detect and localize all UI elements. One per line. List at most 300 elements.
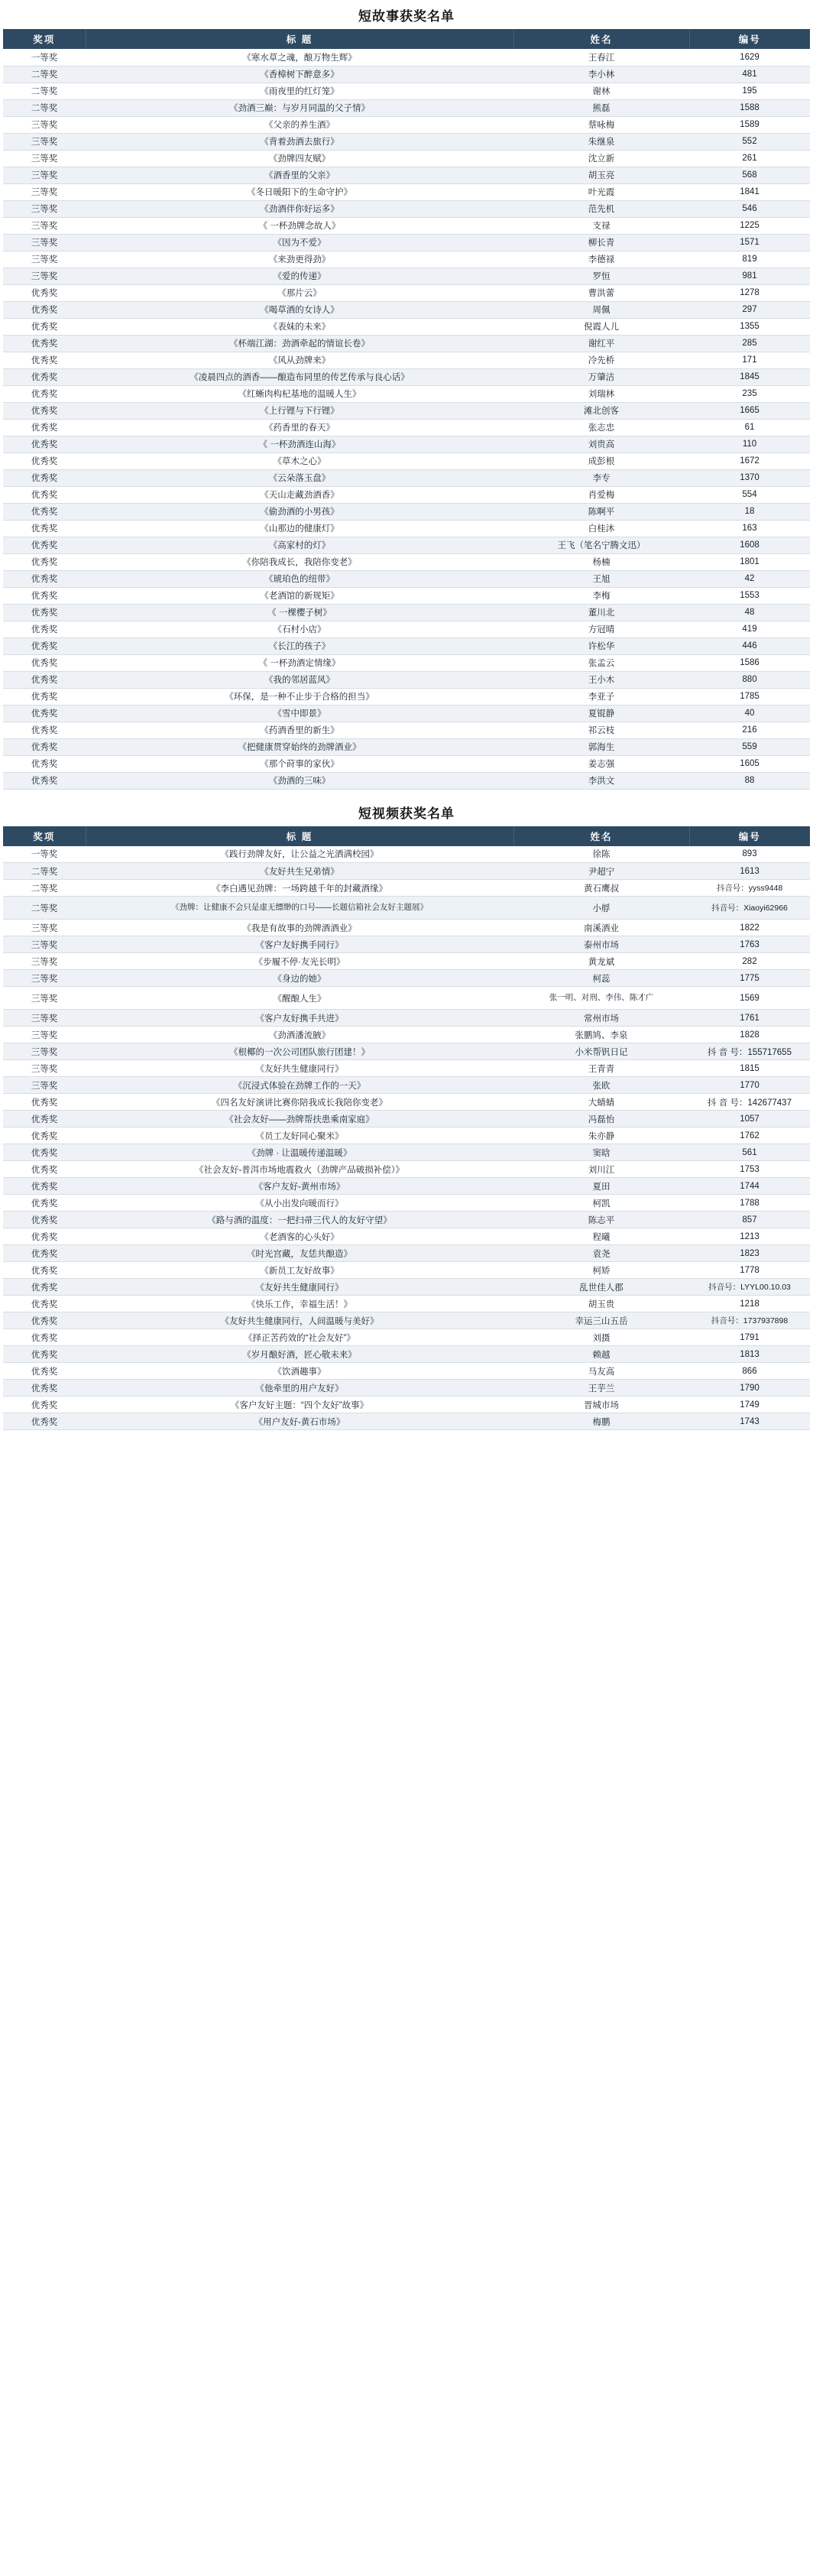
cell-number: 1588 bbox=[689, 99, 810, 116]
cell-name: 罗恒 bbox=[513, 268, 689, 284]
cell-award: 优秀奖 bbox=[3, 1094, 86, 1111]
cell-title: 《劲牌 · 让温暖传递温暖》 bbox=[86, 1144, 513, 1161]
table-row bbox=[3, 738, 810, 755]
cell-title: 《社会友好-普洱市场地震救火（劲牌产品破损补偿）》 bbox=[86, 1161, 513, 1178]
cell-name: 王芋兰 bbox=[513, 1380, 689, 1397]
cell-award: 三等奖 bbox=[3, 1077, 86, 1094]
cell-name: 夏锟静 bbox=[513, 705, 689, 722]
cell-number: 88 bbox=[689, 772, 810, 789]
cell-award: 三等奖 bbox=[3, 920, 86, 936]
cell-number: 282 bbox=[689, 953, 810, 970]
table-row bbox=[3, 1127, 810, 1144]
column-header-title: 标 题 bbox=[86, 826, 513, 846]
cell-name: 黄龙斌 bbox=[513, 953, 689, 970]
cell-award: 优秀奖 bbox=[3, 755, 86, 772]
cell-number: 1225 bbox=[689, 217, 810, 234]
cell-number: 819 bbox=[689, 251, 810, 268]
cell-award: 二等奖 bbox=[3, 863, 86, 880]
cell-number: 18 bbox=[689, 503, 810, 520]
cell-name: 泰州市场 bbox=[513, 936, 689, 953]
cell-award: 优秀奖 bbox=[3, 301, 86, 318]
cell-name: 陈啊平 bbox=[513, 503, 689, 520]
cell-number: 1775 bbox=[689, 970, 810, 987]
cell-award: 优秀奖 bbox=[3, 553, 86, 570]
cell-name: 张欧 bbox=[513, 1077, 689, 1094]
cell-number: 1370 bbox=[689, 469, 810, 486]
table-row bbox=[3, 1346, 810, 1363]
cell-number: 1571 bbox=[689, 234, 810, 251]
cell-title: 《风从劲牌来》 bbox=[86, 352, 513, 368]
cell-number: 1213 bbox=[689, 1228, 810, 1245]
cell-title: 《友好共生健康同行，人间温暖与美好》 bbox=[86, 1312, 513, 1329]
cell-title: 《山那边的健康灯》 bbox=[86, 520, 513, 537]
cell-award: 优秀奖 bbox=[3, 419, 86, 436]
column-header-number: 编号 bbox=[689, 29, 810, 49]
cell-award: 优秀奖 bbox=[3, 671, 86, 688]
table-row bbox=[3, 1212, 810, 1228]
cell-title: 《劲酒伴你好运多》 bbox=[86, 200, 513, 217]
cell-award: 三等奖 bbox=[3, 936, 86, 953]
section-short-story bbox=[0, 0, 813, 790]
cell-name: 夏田 bbox=[513, 1178, 689, 1195]
cell-title: 《红蜥肉构杞基地的温暖人生》 bbox=[86, 385, 513, 402]
cell-number: 235 bbox=[689, 385, 810, 402]
cell-award: 优秀奖 bbox=[3, 284, 86, 301]
cell-title: 《友好共生健康同行》 bbox=[86, 1060, 513, 1077]
cell-award: 优秀奖 bbox=[3, 1144, 86, 1161]
cell-number: 1057 bbox=[689, 1111, 810, 1127]
table-row bbox=[3, 1060, 810, 1077]
cell-award: 三等奖 bbox=[3, 987, 86, 1010]
cell-number: 419 bbox=[689, 621, 810, 638]
table-row bbox=[3, 1010, 810, 1027]
cell-number: 552 bbox=[689, 133, 810, 150]
cell-award: 优秀奖 bbox=[3, 1245, 86, 1262]
cell-award: 优秀奖 bbox=[3, 537, 86, 553]
cell-number: 1828 bbox=[689, 1027, 810, 1043]
cell-number: 抖音号：LYYL00.10.03 bbox=[689, 1279, 810, 1296]
cell-title: 《新员工友好故事》 bbox=[86, 1262, 513, 1279]
cell-title: 《他牵里的用户友好》 bbox=[86, 1380, 513, 1397]
cell-award: 三等奖 bbox=[3, 217, 86, 234]
cell-award: 二等奖 bbox=[3, 83, 86, 99]
cell-award: 优秀奖 bbox=[3, 1279, 86, 1296]
cell-title: 《高家村的灯》 bbox=[86, 537, 513, 553]
cell-number: 1608 bbox=[689, 537, 810, 553]
table-row bbox=[3, 1363, 810, 1380]
table-row bbox=[3, 200, 810, 217]
cell-name: 徐陈 bbox=[513, 846, 689, 863]
cell-name: 许松华 bbox=[513, 638, 689, 654]
cell-title: 《你陪我成长，我陪你变老》 bbox=[86, 553, 513, 570]
cell-name: 李专 bbox=[513, 469, 689, 486]
table-row bbox=[3, 150, 810, 167]
table-row bbox=[3, 1380, 810, 1397]
table-row bbox=[3, 1329, 810, 1346]
cell-name: 胡玉亮 bbox=[513, 167, 689, 183]
cell-number: 1785 bbox=[689, 688, 810, 705]
cell-number: 1823 bbox=[689, 1245, 810, 1262]
cell-award: 三等奖 bbox=[3, 183, 86, 200]
table-row bbox=[3, 604, 810, 621]
cell-name: 程曦 bbox=[513, 1228, 689, 1245]
cell-number: 1841 bbox=[689, 183, 810, 200]
cell-number: 1218 bbox=[689, 1296, 810, 1312]
cell-title: 《身边的她》 bbox=[86, 970, 513, 987]
table-row bbox=[3, 1397, 810, 1413]
table-short-video bbox=[3, 826, 810, 1431]
cell-title: 《背着劲酒去旅行》 bbox=[86, 133, 513, 150]
cell-name: 李梅 bbox=[513, 587, 689, 604]
cell-number: 1791 bbox=[689, 1329, 810, 1346]
column-header-award: 奖项 bbox=[3, 29, 86, 49]
cell-name: 刘摄 bbox=[513, 1329, 689, 1346]
table-row bbox=[3, 846, 810, 863]
table-row bbox=[3, 1195, 810, 1212]
cell-number: 抖音号：1737937898 bbox=[689, 1312, 810, 1329]
cell-award: 优秀奖 bbox=[3, 453, 86, 469]
cell-award: 优秀奖 bbox=[3, 1178, 86, 1195]
cell-name: 周佩 bbox=[513, 301, 689, 318]
table-row bbox=[3, 638, 810, 654]
cell-title: 《杯端江湖：劲酒牵起的情谊长卷》 bbox=[86, 335, 513, 352]
cell-award: 优秀奖 bbox=[3, 604, 86, 621]
cell-name: 熊磊 bbox=[513, 99, 689, 116]
cell-name: 张一明、对刑、李伟、陈才广 bbox=[513, 987, 689, 1010]
cell-award: 三等奖 bbox=[3, 1010, 86, 1027]
cell-number: 抖 音 号：142677437 bbox=[689, 1094, 810, 1111]
table-row bbox=[3, 553, 810, 570]
table-row bbox=[3, 621, 810, 638]
cell-name: 梅鹏 bbox=[513, 1413, 689, 1430]
table-row bbox=[3, 880, 810, 897]
cell-name: 肖爱梅 bbox=[513, 486, 689, 503]
cell-award: 优秀奖 bbox=[3, 368, 86, 385]
cell-award: 三等奖 bbox=[3, 251, 86, 268]
cell-name: 朱亦静 bbox=[513, 1127, 689, 1144]
cell-name: 王青青 bbox=[513, 1060, 689, 1077]
cell-number: 1763 bbox=[689, 936, 810, 953]
cell-award: 优秀奖 bbox=[3, 1380, 86, 1397]
cell-title: 《老酒客的心头好》 bbox=[86, 1228, 513, 1245]
cell-number: 1672 bbox=[689, 453, 810, 469]
cell-award: 三等奖 bbox=[3, 150, 86, 167]
cell-title: 《沉浸式体验在劲牌工作的一天》 bbox=[86, 1077, 513, 1094]
cell-title: 《凌晨四点的酒香——酿造布同里的传艺传承与良心话》 bbox=[86, 368, 513, 385]
cell-number: 42 bbox=[689, 570, 810, 587]
cell-title: 《喝草酒的女诗人》 bbox=[86, 301, 513, 318]
cell-title: 《步履不停·友光长明》 bbox=[86, 953, 513, 970]
section-divider bbox=[0, 790, 813, 797]
cell-number: 857 bbox=[689, 1212, 810, 1228]
cell-award: 三等奖 bbox=[3, 953, 86, 970]
cell-title: 《云朵落玉盘》 bbox=[86, 469, 513, 486]
cell-name: 王飞（笔名宁腾文迅） bbox=[513, 537, 689, 553]
cell-title: 《因为不爱》 bbox=[86, 234, 513, 251]
cell-title: 《客户友好携手同行》 bbox=[86, 936, 513, 953]
cell-award: 一等奖 bbox=[3, 49, 86, 66]
cell-number: 1761 bbox=[689, 1010, 810, 1027]
cell-award: 优秀奖 bbox=[3, 638, 86, 654]
cell-number: 1586 bbox=[689, 654, 810, 671]
table-row bbox=[3, 520, 810, 537]
cell-name: 马友高 bbox=[513, 1363, 689, 1380]
cell-name: 乱世佳人郡 bbox=[513, 1279, 689, 1296]
cell-title: 《友好共生健康同行》 bbox=[86, 1279, 513, 1296]
cell-title: 《上行锂与下行锂》 bbox=[86, 402, 513, 419]
table-row bbox=[3, 1279, 810, 1296]
cell-award: 优秀奖 bbox=[3, 570, 86, 587]
cell-award: 优秀奖 bbox=[3, 1111, 86, 1127]
cell-title: 《雨夜里的红灯笼》 bbox=[86, 83, 513, 99]
cell-title: 《客户友好主题：“四个友好”故事》 bbox=[86, 1397, 513, 1413]
cell-name: 姜志强 bbox=[513, 755, 689, 772]
cell-name: 张志忠 bbox=[513, 419, 689, 436]
cell-number: 1813 bbox=[689, 1346, 810, 1363]
table-row bbox=[3, 1161, 810, 1178]
table-row bbox=[3, 183, 810, 200]
cell-award: 三等奖 bbox=[3, 970, 86, 987]
cell-number: 554 bbox=[689, 486, 810, 503]
cell-award: 优秀奖 bbox=[3, 503, 86, 520]
table-row bbox=[3, 1094, 810, 1111]
table-row bbox=[3, 318, 810, 335]
table-row bbox=[3, 1144, 810, 1161]
cell-title: 《践行劲牌友好，让公益之光洒满校园》 bbox=[86, 846, 513, 863]
cell-title: 《劲酒潘流腋》 bbox=[86, 1027, 513, 1043]
cell-award: 三等奖 bbox=[3, 1027, 86, 1043]
cell-name: 郭海生 bbox=[513, 738, 689, 755]
table-body-short-video bbox=[3, 846, 810, 1430]
cell-number: 893 bbox=[689, 846, 810, 863]
table-row bbox=[3, 1312, 810, 1329]
cell-title: 《香樟树下醉意多》 bbox=[86, 66, 513, 83]
cell-title: 《那个莳事的家伙》 bbox=[86, 755, 513, 772]
cell-title: 《饮酒趣事》 bbox=[86, 1363, 513, 1380]
cell-award: 优秀奖 bbox=[3, 1363, 86, 1380]
cell-title: 《用户友好-黄石市场》 bbox=[86, 1413, 513, 1430]
cell-title: 《偷劲酒的小男孩》 bbox=[86, 503, 513, 520]
cell-number: 195 bbox=[689, 83, 810, 99]
cell-award: 优秀奖 bbox=[3, 1413, 86, 1430]
cell-award: 优秀奖 bbox=[3, 1212, 86, 1228]
cell-name: 李德禄 bbox=[513, 251, 689, 268]
table-row bbox=[3, 436, 810, 453]
cell-award: 三等奖 bbox=[3, 1060, 86, 1077]
cell-number: 1743 bbox=[689, 1413, 810, 1430]
cell-title: 《劲酒三巅：与岁月同温的父子情》 bbox=[86, 99, 513, 116]
cell-title: 《石村小店》 bbox=[86, 621, 513, 638]
cell-title: 《根椰的一次公司团队旅行团建！》 bbox=[86, 1043, 513, 1060]
cell-title: 《 一棵樱子树》 bbox=[86, 604, 513, 621]
cell-number: 285 bbox=[689, 335, 810, 352]
table-row bbox=[3, 99, 810, 116]
cell-number: 866 bbox=[689, 1363, 810, 1380]
table-row bbox=[3, 953, 810, 970]
cell-name: 支禄 bbox=[513, 217, 689, 234]
cell-number: 抖音号：Xiaoyi62966 bbox=[689, 897, 810, 920]
cell-name: 白桂沐 bbox=[513, 520, 689, 537]
cell-title: 《我的邻居蓝风》 bbox=[86, 671, 513, 688]
cell-number: 1770 bbox=[689, 1077, 810, 1094]
table-row bbox=[3, 587, 810, 604]
column-header-name: 姓名 bbox=[513, 29, 689, 49]
table-row bbox=[3, 1111, 810, 1127]
cell-name: 范先机 bbox=[513, 200, 689, 217]
cell-name: 杨楠 bbox=[513, 553, 689, 570]
cell-title: 《药酒香里的新生》 bbox=[86, 722, 513, 738]
cell-number: 981 bbox=[689, 268, 810, 284]
cell-number: 1744 bbox=[689, 1178, 810, 1195]
cell-name: 祁云枝 bbox=[513, 722, 689, 738]
cell-title: 《天山走藏劲酒香》 bbox=[86, 486, 513, 503]
cell-number: 1778 bbox=[689, 1262, 810, 1279]
cell-award: 三等奖 bbox=[3, 1043, 86, 1060]
table-row bbox=[3, 116, 810, 133]
table-header-row bbox=[3, 826, 810, 846]
table-row bbox=[3, 335, 810, 352]
cell-award: 二等奖 bbox=[3, 66, 86, 83]
cell-number: 1815 bbox=[689, 1060, 810, 1077]
cell-name: 黄石鹰叔 bbox=[513, 880, 689, 897]
column-header-name: 姓名 bbox=[513, 826, 689, 846]
cell-name: 刘川江 bbox=[513, 1161, 689, 1178]
column-header-number: 编号 bbox=[689, 826, 810, 846]
cell-award: 三等奖 bbox=[3, 167, 86, 183]
cell-name: 李小林 bbox=[513, 66, 689, 83]
cell-number: 568 bbox=[689, 167, 810, 183]
cell-name: 刘瑞林 bbox=[513, 385, 689, 402]
cell-title: 《客户友好-黄州市场》 bbox=[86, 1178, 513, 1195]
cell-award: 优秀奖 bbox=[3, 654, 86, 671]
cell-name: 李洪文 bbox=[513, 772, 689, 789]
cell-title: 《冬日暖阳下的生命守护》 bbox=[86, 183, 513, 200]
cell-number: 446 bbox=[689, 638, 810, 654]
cell-name: 柳长青 bbox=[513, 234, 689, 251]
cell-title: 《醒酿人生》 bbox=[86, 987, 513, 1010]
cell-award: 优秀奖 bbox=[3, 385, 86, 402]
table-row bbox=[3, 419, 810, 436]
table-row bbox=[3, 402, 810, 419]
table-row bbox=[3, 469, 810, 486]
cell-name: 小米帮钒日记 bbox=[513, 1043, 689, 1060]
table-row bbox=[3, 453, 810, 469]
table-row bbox=[3, 385, 810, 402]
cell-name: 叶光霞 bbox=[513, 183, 689, 200]
cell-name: 王小木 bbox=[513, 671, 689, 688]
cell-number: 40 bbox=[689, 705, 810, 722]
cell-title: 《友好共生兄弟情》 bbox=[86, 863, 513, 880]
cell-award: 优秀奖 bbox=[3, 1195, 86, 1212]
table-row bbox=[3, 1077, 810, 1094]
cell-number: 1605 bbox=[689, 755, 810, 772]
cell-award: 优秀奖 bbox=[3, 520, 86, 537]
section-short-video bbox=[0, 797, 813, 1431]
cell-number: 1845 bbox=[689, 368, 810, 385]
cell-title: 《劲牌：让健康不会只是虚无缥缈的口号——长题信箱社会友好主题展》 bbox=[86, 897, 513, 920]
cell-name: 冯磊怡 bbox=[513, 1111, 689, 1127]
cell-title: 《从小出发向暖而行》 bbox=[86, 1195, 513, 1212]
cell-title: 《 一杯劲酒定情缘》 bbox=[86, 654, 513, 671]
cell-name: 王旭 bbox=[513, 570, 689, 587]
cell-award: 二等奖 bbox=[3, 897, 86, 920]
cell-name: 小艀 bbox=[513, 897, 689, 920]
table-row bbox=[3, 217, 810, 234]
cell-title: 《路与酒的温度：一把扫帚三代人的友好守望》 bbox=[86, 1212, 513, 1228]
cell-number: 561 bbox=[689, 1144, 810, 1161]
table-row bbox=[3, 705, 810, 722]
cell-name: 袁尧 bbox=[513, 1245, 689, 1262]
cell-name: 谢林 bbox=[513, 83, 689, 99]
cell-name: 张孟云 bbox=[513, 654, 689, 671]
table-row bbox=[3, 83, 810, 99]
table-row bbox=[3, 133, 810, 150]
cell-number: 163 bbox=[689, 520, 810, 537]
table-row bbox=[3, 1228, 810, 1245]
cell-title: 《雪中即景》 bbox=[86, 705, 513, 722]
cell-award: 优秀奖 bbox=[3, 705, 86, 722]
cell-number: 1629 bbox=[689, 49, 810, 66]
cell-name: 尹超宁 bbox=[513, 863, 689, 880]
cell-name: 成彭根 bbox=[513, 453, 689, 469]
cell-title: 《把健康贯穿始终的劲牌酒业》 bbox=[86, 738, 513, 755]
cell-award: 优秀奖 bbox=[3, 621, 86, 638]
table-row bbox=[3, 987, 810, 1010]
cell-title: 《岁月酿好酒，匠心敬未来》 bbox=[86, 1346, 513, 1363]
cell-award: 优秀奖 bbox=[3, 402, 86, 419]
cell-name: 柯凯 bbox=[513, 1195, 689, 1212]
cell-name: 董川北 bbox=[513, 604, 689, 621]
cell-title: 《李白遇见劲牌：一场跨越千年的封藏酒缘》 bbox=[86, 880, 513, 897]
cell-number: 1553 bbox=[689, 587, 810, 604]
table-row bbox=[3, 368, 810, 385]
cell-number: 261 bbox=[689, 150, 810, 167]
table-row bbox=[3, 268, 810, 284]
table-row bbox=[3, 654, 810, 671]
cell-number: 559 bbox=[689, 738, 810, 755]
cell-number: 抖音号：yyss9448 bbox=[689, 880, 810, 897]
cell-award: 优秀奖 bbox=[3, 772, 86, 789]
cell-award: 二等奖 bbox=[3, 880, 86, 897]
cell-name: 王春江 bbox=[513, 49, 689, 66]
cell-award: 一等奖 bbox=[3, 846, 86, 863]
cell-award: 三等奖 bbox=[3, 268, 86, 284]
cell-award: 优秀奖 bbox=[3, 1397, 86, 1413]
table-row bbox=[3, 970, 810, 987]
cell-name: 朱继泉 bbox=[513, 133, 689, 150]
cell-award: 优秀奖 bbox=[3, 1312, 86, 1329]
cell-title: 《爱的传递》 bbox=[86, 268, 513, 284]
cell-number: 1822 bbox=[689, 920, 810, 936]
cell-award: 优秀奖 bbox=[3, 1161, 86, 1178]
cell-award: 三等奖 bbox=[3, 133, 86, 150]
column-header-title: 标 题 bbox=[86, 29, 513, 49]
cell-title: 《择正苦药效的“社会友好”》 bbox=[86, 1329, 513, 1346]
table-row bbox=[3, 49, 810, 66]
cell-name: 李亚子 bbox=[513, 688, 689, 705]
section-title-short-story: 短故事获奖名单 bbox=[358, 9, 455, 24]
cell-award: 优秀奖 bbox=[3, 1346, 86, 1363]
table-row bbox=[3, 1296, 810, 1312]
cell-name: 胡玉贵 bbox=[513, 1296, 689, 1312]
table-row bbox=[3, 1027, 810, 1043]
cell-number: 61 bbox=[689, 419, 810, 436]
cell-award: 三等奖 bbox=[3, 200, 86, 217]
cell-title: 《员工友好同心聚米》 bbox=[86, 1127, 513, 1144]
table-row bbox=[3, 251, 810, 268]
cell-number: 1749 bbox=[689, 1397, 810, 1413]
table-row bbox=[3, 1262, 810, 1279]
